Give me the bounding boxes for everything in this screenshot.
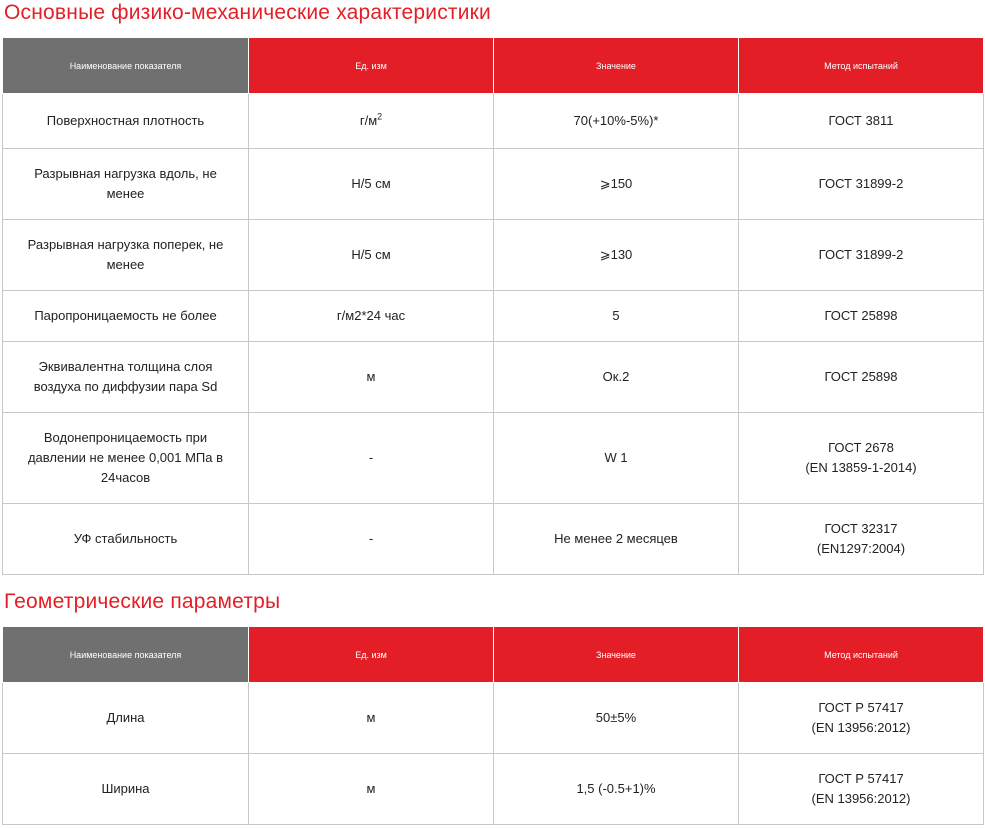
cell-name-text: Поверхностная плотность [46,113,205,128]
table-row [3,683,984,754]
table-row [3,413,984,504]
cell-unit [249,754,494,825]
table-row [3,754,984,825]
section-title-physical: Основные физико-механические характеристики [4,1,491,24]
cell-value-text: Не менее 2 месяцев [554,531,678,546]
cell-name-text: Разрывная нагрузка поперек, не менее [27,237,224,272]
cell-value [494,220,739,291]
cell-value-text: W 1 [604,450,628,465]
cell-value [494,683,739,754]
cell-name [3,94,249,149]
cell-method [739,149,984,220]
cell-unit-text: - [368,531,374,546]
cell-value [494,342,739,413]
cell-method-text: ГОСТ Р 57417 [818,771,904,786]
cell-method [739,220,984,291]
cell-name-text: Паропроницаемость не более [34,308,217,323]
cell-value-text: 50±5% [595,710,637,725]
cell-name [3,754,249,825]
header-unit: Ед. изм [249,627,494,683]
header-value: Значение [494,38,739,94]
cell-value-text: Ок.2 [602,369,630,384]
header-value: Значение [494,627,739,683]
cell-name-text: Разрывная нагрузка вдоль, не менее [34,166,217,201]
header-unit: Ед. изм [249,38,494,94]
physical-properties-table [2,37,984,575]
geometry-table [2,626,984,825]
cell-method-text: ГОСТ 3811 [828,113,894,128]
cell-name-text: УФ стабильность [73,531,178,546]
cell-unit-text: г/м2*24 час [336,308,406,323]
header-method: Метод испытаний [739,627,984,683]
table-row [3,149,984,220]
table-row [3,291,984,342]
table-row [3,94,984,149]
cell-value-text: ⩾150 [599,176,633,191]
cell-method [739,504,984,575]
cell-method-standard: (EN 13859-1-2014) [805,460,917,475]
cell-unit [249,683,494,754]
cell-value [494,413,739,504]
cell-value-text: 5 [612,308,620,323]
cell-method-standard: (EN 13956:2012) [811,791,911,806]
cell-value-text: 1,5 (-0.5+1)% [576,781,656,796]
cell-name [3,683,249,754]
cell-unit-text: м [366,781,376,796]
cell-method-standard: (EN 13956:2012) [811,720,911,735]
cell-unit-text: - [368,450,374,465]
cell-name-text: Длина [106,710,145,725]
cell-method-text: ГОСТ 25898 [824,308,898,323]
cell-name [3,413,249,504]
cell-name [3,342,249,413]
table-row [3,220,984,291]
cell-method [739,342,984,413]
cell-value [494,754,739,825]
cell-method-text: ГОСТ Р 57417 [818,700,904,715]
cell-name [3,291,249,342]
cell-method-text: ГОСТ 25898 [824,369,898,384]
cell-method-text: ГОСТ 31899-2 [818,176,904,191]
cell-name [3,504,249,575]
table-row [3,342,984,413]
cell-name-text: Ширина [101,781,150,796]
cell-name [3,220,249,291]
cell-name [3,149,249,220]
cell-method-text: ГОСТ 2678 [828,440,894,455]
cell-method [739,94,984,149]
cell-value [494,94,739,149]
cell-value-text: 70(+10%-5%)* [573,113,659,128]
cell-value-text: ⩾130 [599,247,633,262]
cell-method [739,291,984,342]
cell-value [494,291,739,342]
cell-unit [249,413,494,504]
cell-unit-text: Н/5 см [351,176,391,191]
cell-unit [249,94,494,149]
table-row [3,504,984,575]
cell-unit-text: м [366,369,376,384]
cell-unit-superscript: 2 [377,111,383,122]
table-body [3,683,984,825]
cell-method-text: ГОСТ 31899-2 [818,247,904,262]
cell-unit [249,291,494,342]
cell-unit-text: г/м [359,113,378,128]
table-header [3,627,984,683]
header-name: Наименование показателя [3,38,249,94]
cell-method [739,683,984,754]
header-method: Метод испытаний [739,38,984,94]
cell-value [494,149,739,220]
cell-unit [249,220,494,291]
table-body [3,94,984,575]
cell-method [739,413,984,504]
section-title-geometry: Геометрические параметры [4,590,281,613]
cell-unit-text: м [366,710,376,725]
cell-method-standard: (EN1297:2004) [816,541,906,556]
cell-unit [249,342,494,413]
cell-unit [249,504,494,575]
cell-name-text: Эквивалентна толщина слоя воздуха по диффузии пара Sd [33,359,218,394]
table-header [3,38,984,94]
header-name: Наименование показателя [3,627,249,683]
cell-method-text: ГОСТ 32317 [824,521,898,536]
cell-name-text: Водонепроницаемость при давлении не менее 0,001 МПа в 24часов [27,430,224,485]
cell-unit-text: Н/5 см [351,247,391,262]
cell-value [494,504,739,575]
cell-unit [249,149,494,220]
cell-method [739,754,984,825]
